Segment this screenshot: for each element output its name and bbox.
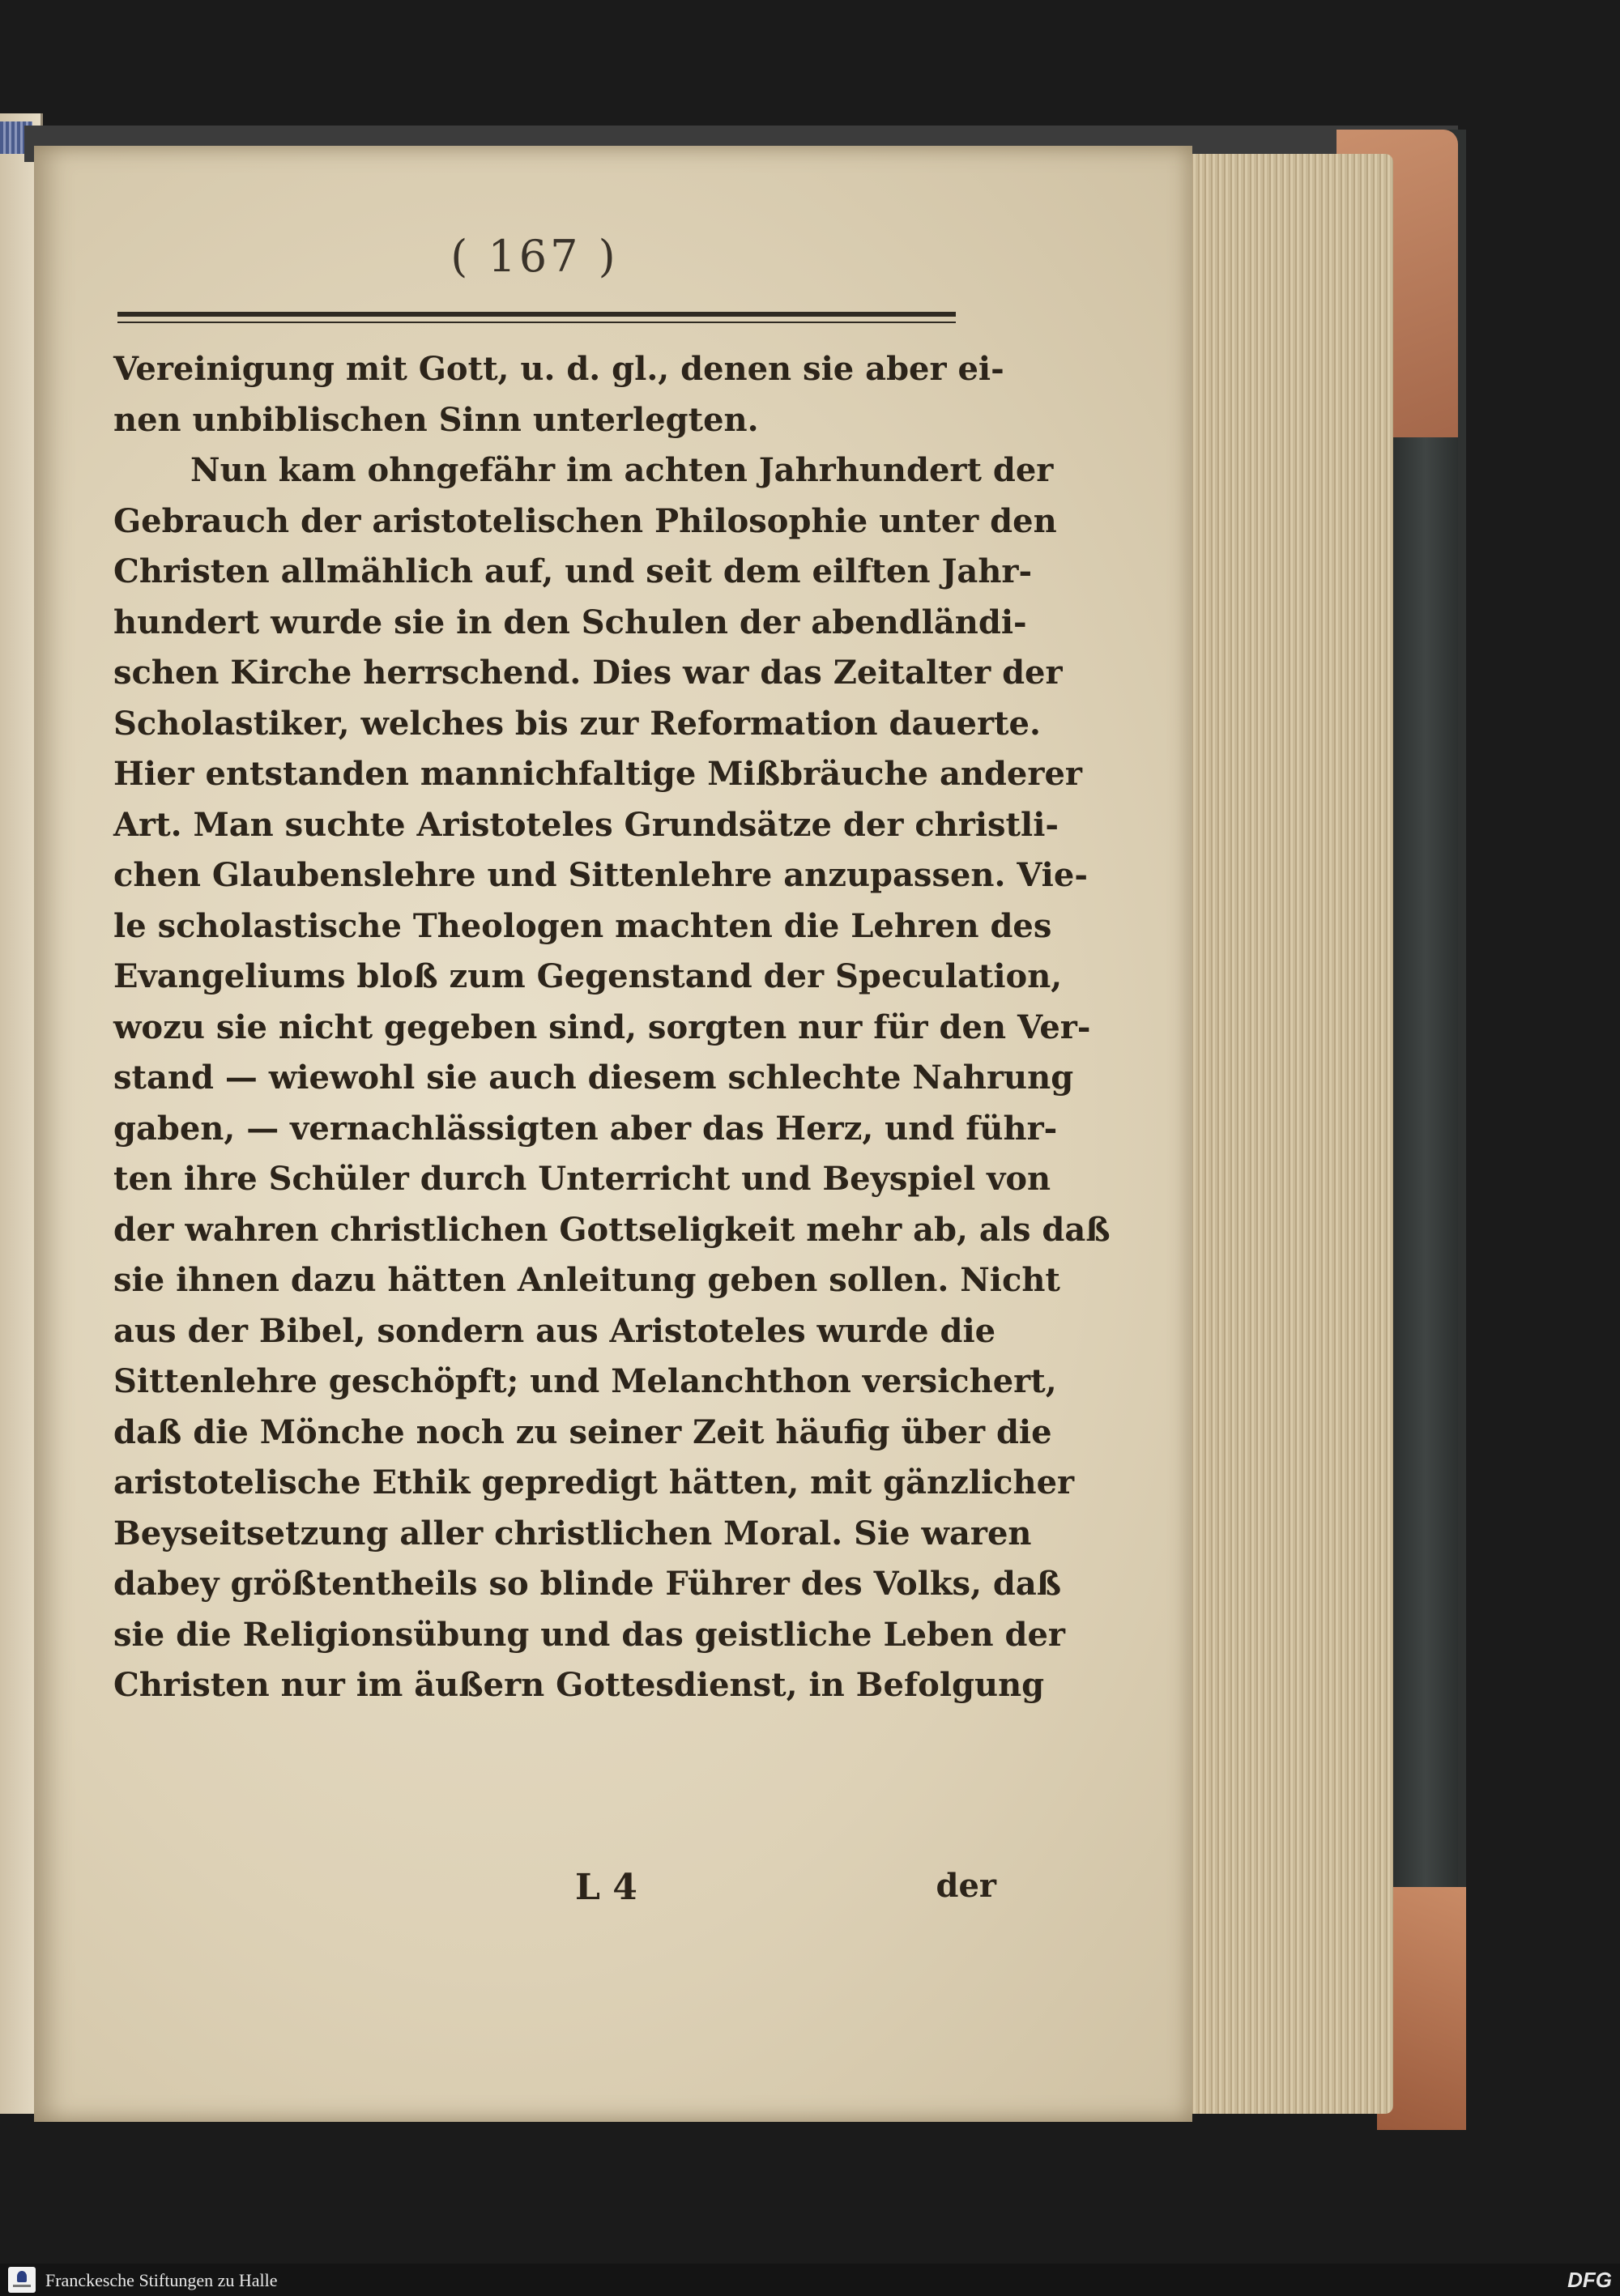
text-line: der wahren christlichen Gottseligkeit mehr ab, als daß	[113, 1210, 1111, 1249]
text-line: Vereinigung mit Gott, u. d. gl., denen sie aber ei-	[113, 350, 1004, 388]
text-line: schen Kirche herrschend. Dies war das Zeitalter der	[113, 654, 1063, 692]
text-line: gaben, — vernachlässigten aber das Herz, und führ-	[113, 1109, 1058, 1148]
body-text	[113, 344, 1111, 1711]
page-number: ( 167 )	[450, 231, 619, 282]
text-line: sie ihnen dazu hätten Anleitung geben sollen. Nicht	[113, 1261, 1060, 1299]
text-line: nen unbiblischen Sinn unterlegten.	[113, 400, 759, 439]
page-edges	[1183, 154, 1393, 2114]
header-rule	[117, 312, 956, 317]
catchword: der	[936, 1867, 996, 1905]
text-line: Christen allmählich auf, und seit dem eilften Jahr-	[113, 552, 1033, 590]
text-line: Gebrauch der aristotelischen Philosophie unter den	[113, 501, 1057, 540]
text-line: Christen nur im äußern Gottesdienst, in Befolgung	[113, 1666, 1045, 1704]
header-rule-thin	[117, 322, 956, 323]
dfg-logo: DFG	[1567, 2268, 1612, 2292]
text-line: le scholastische Theologen machten die Lehren des	[113, 906, 1052, 945]
footer-institution: Franckesche Stiftungen zu Halle	[45, 2270, 278, 2290]
text-line: daß die Mönche noch zu seiner Zeit häufig über die	[113, 1412, 1052, 1451]
text-line: aristotelische Ethik gepredigt hätten, mit gänzlicher	[113, 1463, 1075, 1502]
text-line: Sittenlehre geschöpft; und Melanchthon versichert,	[113, 1362, 1057, 1400]
signature-mark: L 4	[575, 1867, 637, 1908]
book-cover-cloth	[1393, 324, 1458, 1903]
text-line: aus der Bibel, sondern aus Aristoteles wurde die	[113, 1311, 996, 1350]
text-line: ten ihre Schüler durch Unterricht und Beyspiel von	[113, 1160, 1051, 1198]
text-line: Scholastiker, welches bis zur Reformation dauerte.	[113, 704, 1041, 743]
text-line: chen Glaubenslehre und Sittenlehre anzupassen. Vie-	[113, 856, 1088, 894]
text-line: sie die Religionsübung und das geistliche Leben der	[113, 1615, 1065, 1654]
text-line: stand — wiewohl sie auch diesem schlechte Nahrung	[113, 1059, 1074, 1097]
text-line: Evangeliums bloß zum Gegenstand der Speculation,	[113, 957, 1063, 995]
text-line: Hier entstanden mannichfaltige Mißbräuche anderer	[113, 755, 1082, 793]
text-line: Art. Man suchte Aristoteles Grundsätze der christli-	[113, 805, 1059, 844]
text-line: Nun kam ohngefähr im achten Jahrhundert der	[190, 451, 1054, 489]
text-line: wozu sie nicht gegeben sind, sorgten nur für den Ver-	[113, 1007, 1091, 1046]
text-line: Beyseitsetzung aller christlichen Moral. Sie waren	[113, 1514, 1032, 1553]
franckesche-stiftungen-logo-icon	[8, 2267, 36, 2293]
text-line: dabey größtentheils so blinde Führer des Volks, daß	[113, 1565, 1062, 1603]
text-line: hundert wurde sie in den Schulen der abendländi-	[113, 603, 1027, 641]
